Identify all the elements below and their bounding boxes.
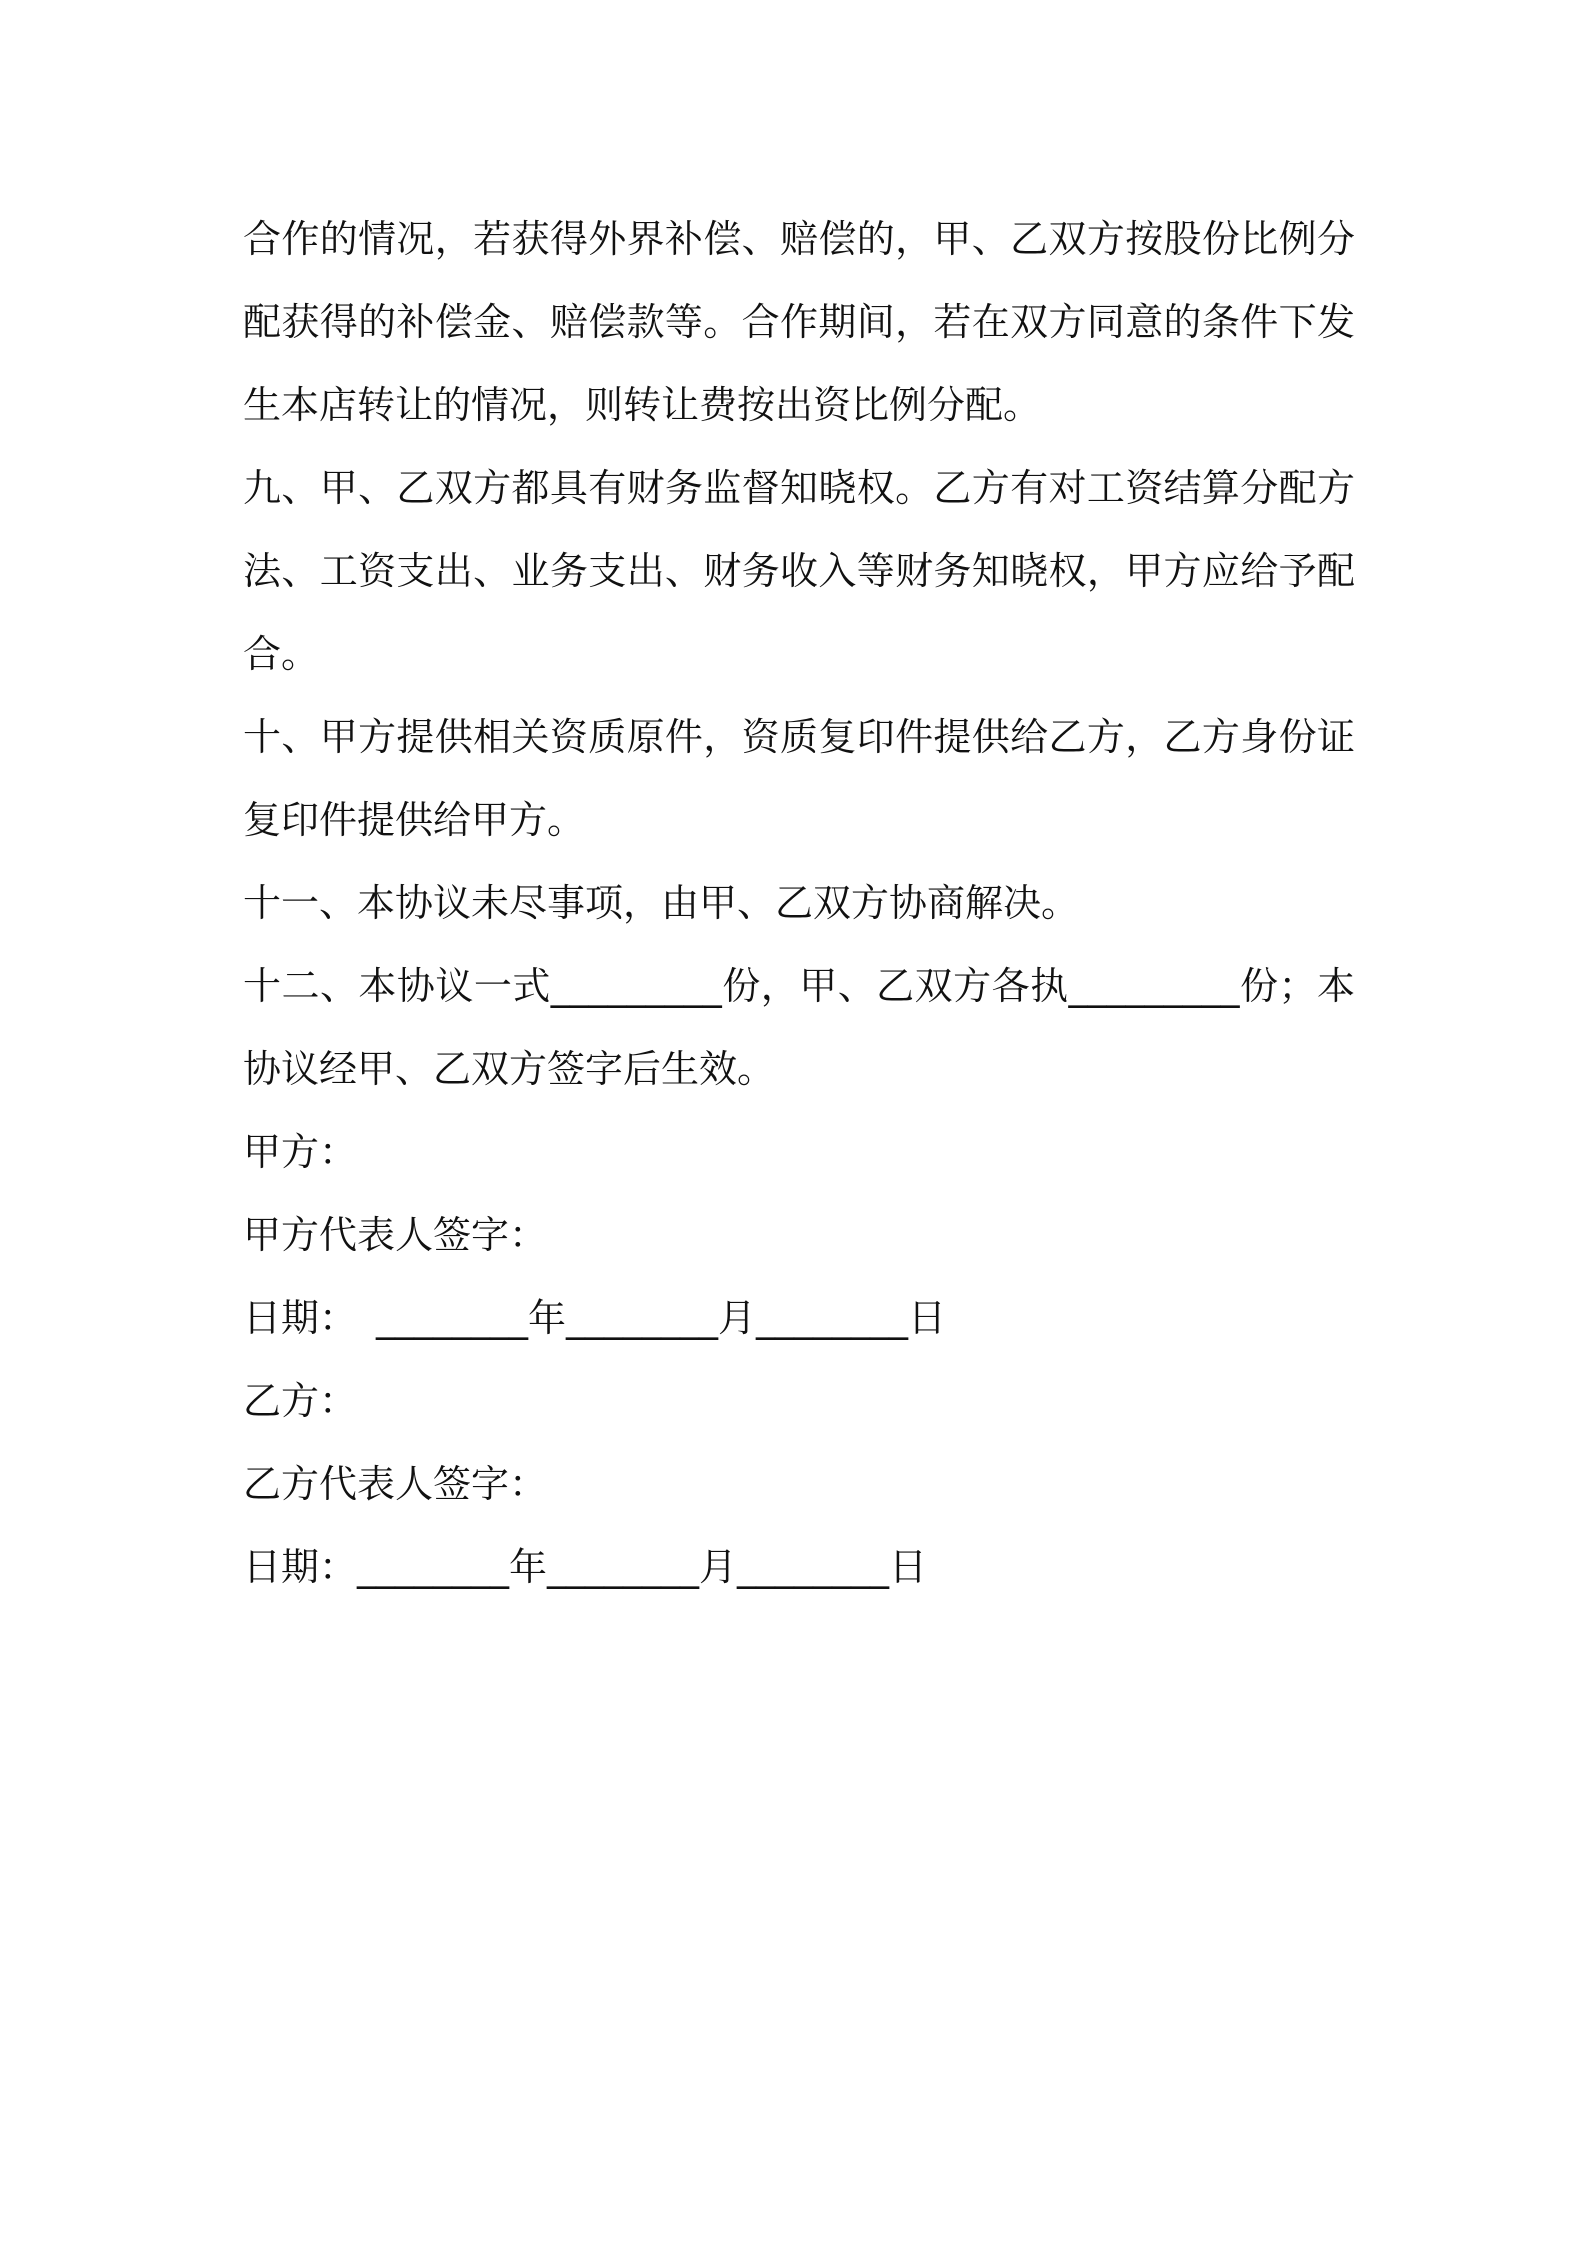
party-a-label: 甲方： xyxy=(243,1130,358,1174)
party-a-date-line: 日期： ________年________月________日 xyxy=(243,1296,947,1340)
party-b-date-line: 日期：________年________月________日 xyxy=(243,1545,928,1589)
document-body xyxy=(243,198,1355,1609)
clause-10-qualification-documents: 十、甲方提供相关资质原件，资质复印件提供给乙方，乙方身份证复印件提供给甲方。 xyxy=(243,715,1355,842)
clause-compensation-continued: 合作的情况，若获得外界补偿、赔偿的，甲、乙双方按股份比例分配获得的补偿金、赔偿款等。合作期间，若在双方同意的条件下发生本店转让的情况，则转让费按出资比例分配。 xyxy=(243,217,1355,427)
party-b-label: 乙方： xyxy=(243,1379,358,1423)
clause-9-financial-oversight: 九、甲、乙双方都具有财务监督知晓权。乙方有对工资结算分配方法、工资支出、业务支出、财务收入等财务知晓权，甲方应给予配合。 xyxy=(243,466,1355,676)
clause-12-copies-and-effect: 十二、本协议一式_________份，甲、乙双方各执_________份；本协议经甲、乙双方签字后生效。 xyxy=(243,964,1355,1091)
clause-11-unresolved-matters: 十一、本协议未尽事项，由甲、乙双方协商解决。 xyxy=(243,881,1080,925)
party-b-representative-signature: 乙方代表人签字： xyxy=(243,1462,548,1506)
party-a-representative-signature: 甲方代表人签字： xyxy=(243,1213,548,1257)
